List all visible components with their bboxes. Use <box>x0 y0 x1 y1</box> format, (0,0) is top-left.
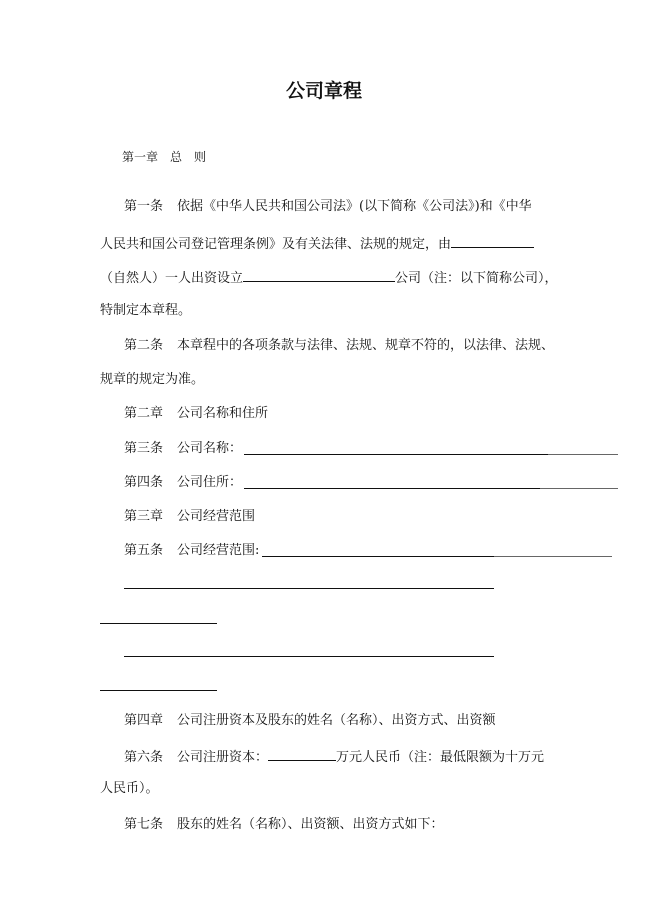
article-2-text-1: 本章程中的各项条款与法律、法规、规章不符的，以法律、法规、 <box>177 338 555 353</box>
article-3-line <box>124 441 242 457</box>
business-scope-blank-line-2[interactable] <box>124 588 494 589</box>
article-2-text-2: 规章的规定为准。 <box>100 372 205 387</box>
chapter-3-number: 第三章 <box>124 509 164 524</box>
business-scope-blank-extension <box>494 556 612 557</box>
article-1-number: 第一条 <box>124 199 164 214</box>
chapter-2-heading <box>124 406 268 422</box>
chapter-2-title: 公司名称和住所 <box>177 406 269 421</box>
article-7-text: 股东的姓名（名称）、出资额、出资方式如下： <box>177 817 444 832</box>
article-4-number: 第四条 <box>124 475 164 490</box>
article-1-text-3a: （自然人）一人出资设立 <box>100 271 244 286</box>
business-scope-blank-line-4[interactable] <box>124 656 494 657</box>
company-name-blank-inline[interactable] <box>243 268 395 282</box>
article-2-line-1 <box>124 338 554 354</box>
article-1-line-2 <box>100 234 534 253</box>
article-5-line <box>124 543 259 559</box>
company-name-blank-extension <box>548 454 618 455</box>
company-address-blank-extension <box>540 488 618 489</box>
article-1-text-2: 人民共和国公司登记管理条例》及有关法律、法规的规定，由 <box>100 237 452 252</box>
article-1-text-4: 特制定本章程。 <box>100 303 192 318</box>
article-4-label: 公司住所： <box>177 475 243 490</box>
document-title: 公司章程 <box>286 80 363 102</box>
company-address-blank[interactable] <box>244 488 540 489</box>
article-6-number: 第六条 <box>124 750 164 765</box>
article-2-number: 第二条 <box>124 338 164 353</box>
company-name-blank[interactable] <box>244 454 548 455</box>
founder-name-blank[interactable] <box>451 234 534 248</box>
chapter-4-title: 公司注册资本及股东的姓名（名称）、出资方式、出资额 <box>177 713 496 728</box>
business-scope-blank-line-3[interactable] <box>100 623 217 624</box>
article-1-line-1 <box>124 199 532 215</box>
article-6-text: 万元人民币（注：最低限额为十万元 <box>336 750 545 765</box>
article-1-text-1: 依据《中华人民共和国公司法》(以下简称《公司法》)和《中华 <box>177 199 532 214</box>
article-6-line-1 <box>124 747 544 766</box>
chapter-4-heading <box>124 713 496 729</box>
article-1-text-3b: 公司（注：以下简称公司）， <box>395 271 558 286</box>
chapter-3-heading <box>124 509 255 525</box>
business-scope-blank[interactable] <box>262 556 494 557</box>
registered-capital-blank[interactable] <box>268 747 336 761</box>
article-6-label: 公司注册资本： <box>177 750 269 765</box>
chapter-1-heading: 第一章 总 则 <box>122 150 207 164</box>
chapter-2-number: 第二章 <box>124 406 164 421</box>
article-7-line <box>124 817 444 833</box>
article-6-text-2: 人民币）。 <box>100 781 159 796</box>
article-5-number: 第五条 <box>124 543 164 558</box>
article-4-line <box>124 475 242 491</box>
article-1-line-3 <box>100 268 558 287</box>
article-3-label: 公司名称： <box>177 441 243 456</box>
article-7-number: 第七条 <box>124 817 164 832</box>
chapter-3-title: 公司经营范围 <box>177 509 256 524</box>
article-3-number: 第三条 <box>124 441 164 456</box>
chapter-4-number: 第四章 <box>124 713 164 728</box>
business-scope-blank-line-5[interactable] <box>100 690 217 691</box>
article-5-label: 公司经营范围: <box>177 543 260 558</box>
